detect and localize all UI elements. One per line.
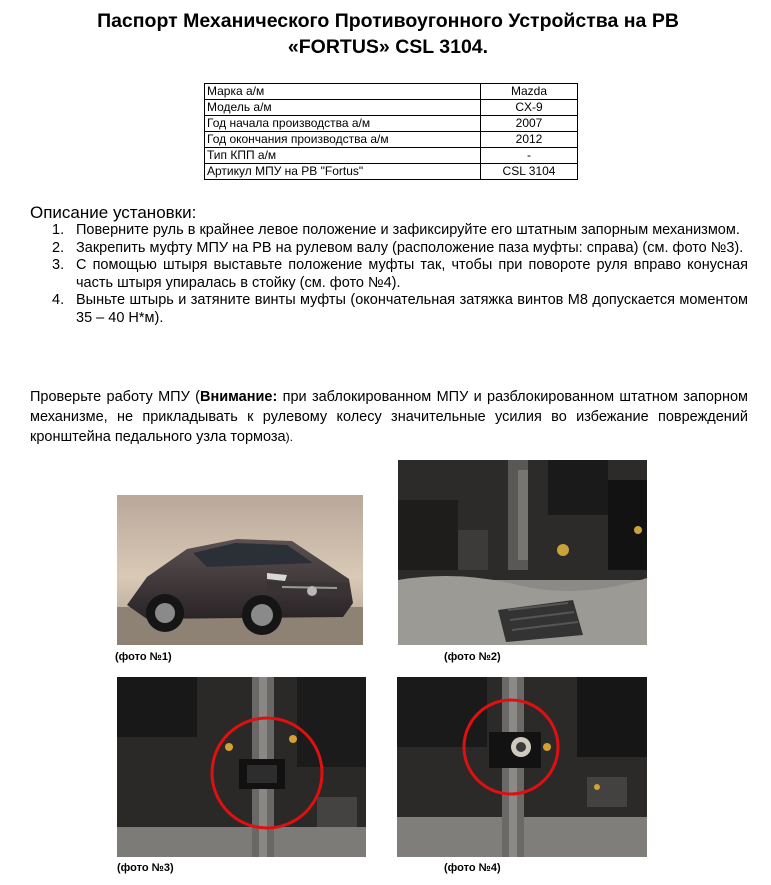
- spec-table: [204, 83, 578, 180]
- install-steps: [30, 222, 748, 327]
- step-text: Выньте штырь и затяните винты муфты (окончательная затяжка винтов М8 допускается моментом 35 – 40 Н*м).: [76, 292, 748, 326]
- spec-value: 2007: [481, 116, 578, 132]
- warning-tail: ).: [285, 430, 293, 444]
- warning-emphasis: Внимание:: [199, 389, 278, 405]
- table-row: [205, 116, 578, 132]
- step-number: 1.: [52, 222, 65, 238]
- photo-caption: (фото №4): [444, 862, 501, 874]
- spec-value: Mazda: [481, 84, 578, 100]
- spec-value: 2012: [481, 132, 578, 148]
- step-number: 2.: [52, 239, 65, 256]
- step-text: Закрепить муфту МПУ на РВ на рулевом валу (расположение паза муфты: справа) (см. фото №3).: [76, 239, 744, 256]
- spec-label: Марка а/м: [205, 84, 481, 100]
- spec-value: CSL 3104: [481, 164, 578, 180]
- step-number: 3.: [52, 257, 65, 273]
- spec-value: -: [481, 148, 578, 164]
- photo-pin: [397, 677, 647, 857]
- warning-paragraph: [30, 387, 748, 447]
- list-item: [30, 292, 748, 327]
- spec-label: Артикул МПУ на РВ "Fortus": [205, 164, 481, 180]
- title-line-2: «FORTUS» CSL 3104.: [287, 36, 489, 58]
- spec-value: CX-9: [481, 100, 578, 116]
- photo-pedal-area: [398, 460, 647, 645]
- title-line-1: Паспорт Механического Противоугонного Устройства на РВ: [97, 10, 679, 32]
- spec-label: Год окончания производства а/м: [205, 132, 481, 148]
- list-item: [30, 257, 748, 292]
- step-text: С помощью штыря выставьте положение муфты так, чтобы при повороте руля вправо конусная часть штыря упиралась в стойку (см. фото №4).: [76, 257, 748, 291]
- document-title: [40, 8, 736, 60]
- photo-car: [117, 495, 363, 645]
- step-number: 4.: [52, 292, 65, 308]
- step-text: Поверните руль в крайнее левое положение и зафиксируйте его штатным запорным механизмом.: [76, 222, 740, 238]
- list-item: [30, 222, 748, 240]
- table-row: [205, 164, 578, 180]
- table-row: [205, 84, 578, 100]
- list-item: [30, 240, 748, 258]
- table-row: [205, 148, 578, 164]
- photo-caption: (фото №1): [115, 651, 172, 663]
- spec-label: Модель а/м: [205, 100, 481, 116]
- photo-caption: (фото №2): [444, 651, 501, 663]
- warning-lead: Проверьте работу МПУ (: [30, 389, 200, 405]
- table-row: [205, 132, 578, 148]
- install-heading: Описание установки:: [30, 203, 197, 222]
- photo-caption: (фото №3): [117, 862, 174, 874]
- spec-label: Год начала производства а/м: [205, 116, 481, 132]
- photo-coupling: [117, 677, 366, 857]
- table-row: [205, 100, 578, 116]
- warning-text: при заблокированном МПУ и разблокированном штатном запорном механизме, не прикладывать к рулевому колесу значительные усилия во избежание повреждений кронштейна педального узла тормоза: [30, 389, 749, 445]
- spec-label: Тип КПП а/м: [205, 148, 481, 164]
